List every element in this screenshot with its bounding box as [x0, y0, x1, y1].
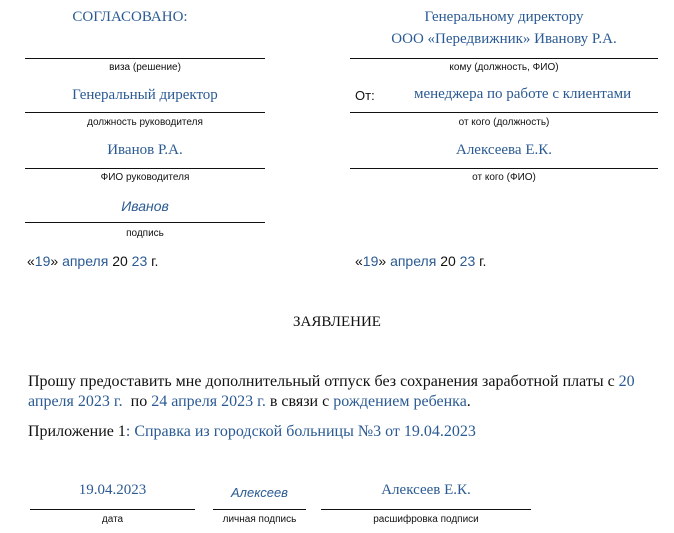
left-date: «19» апреля 20 23 г. — [27, 253, 159, 269]
request-text-line-1: Прошу предоставить мне дополнительный отпуск без сохранения заработной платы с 20 — [28, 373, 635, 390]
footer-name: Алексеев Е.К. — [381, 482, 471, 498]
name-line — [25, 168, 265, 169]
footer-date-line — [30, 509, 195, 510]
manager-name: Иванов Р.А. — [107, 142, 183, 158]
footer-name-caption: расшифровка подписи — [373, 514, 479, 525]
document-title: ЗАЯВЛЕНИЕ — [293, 314, 381, 330]
from-label: От: — [355, 88, 375, 103]
position-caption: должность руководителя — [87, 117, 203, 128]
signature-caption: подпись — [126, 228, 164, 239]
recipient-caption: кому (должность, ФИО) — [449, 62, 559, 73]
agreed-heading: СОГЛАСОВАНО: — [72, 9, 188, 25]
request-text-line-2: апреля 2023 г. по 24 апреля 2023 г. в связи с рождением ребенка. — [28, 393, 471, 410]
from-name-caption: от кого (ФИО) — [472, 172, 536, 183]
from-position-caption: от кого (должность) — [458, 117, 550, 128]
footer-signature: Алексеев — [231, 485, 288, 500]
from-position: менеджера по работе с клиентами — [414, 86, 632, 102]
recipient-line-2: ООО «Передвижник» Иванову Р.А. — [391, 31, 617, 47]
recipient-line — [350, 58, 658, 59]
footer-date: 19.04.2023 — [78, 482, 147, 498]
footer-date-caption: дата — [101, 514, 124, 525]
position-line — [25, 112, 265, 113]
visa-caption: виза (решение) — [109, 62, 181, 73]
right-date: «19» апреля 20 23 г. — [355, 253, 487, 269]
footer-signature-caption: личная подпись — [222, 514, 297, 525]
footer-name-line — [321, 509, 531, 510]
from-name: Алексеева Е.К. — [455, 142, 552, 158]
signature-line — [25, 222, 265, 223]
footer-signature-line — [213, 509, 306, 510]
visa-line — [25, 58, 265, 59]
recipient-line-1: Генеральному директору — [424, 9, 584, 25]
from-name-line — [350, 168, 658, 169]
from-position-line — [350, 112, 658, 113]
name-caption: ФИО руководителя — [100, 172, 190, 183]
attachment-line: Приложение 1: Справка из городской больницы №3 от 19.04.2023 — [28, 423, 476, 440]
manager-signature: Иванов — [121, 198, 169, 214]
manager-position: Генеральный директор — [72, 87, 218, 103]
